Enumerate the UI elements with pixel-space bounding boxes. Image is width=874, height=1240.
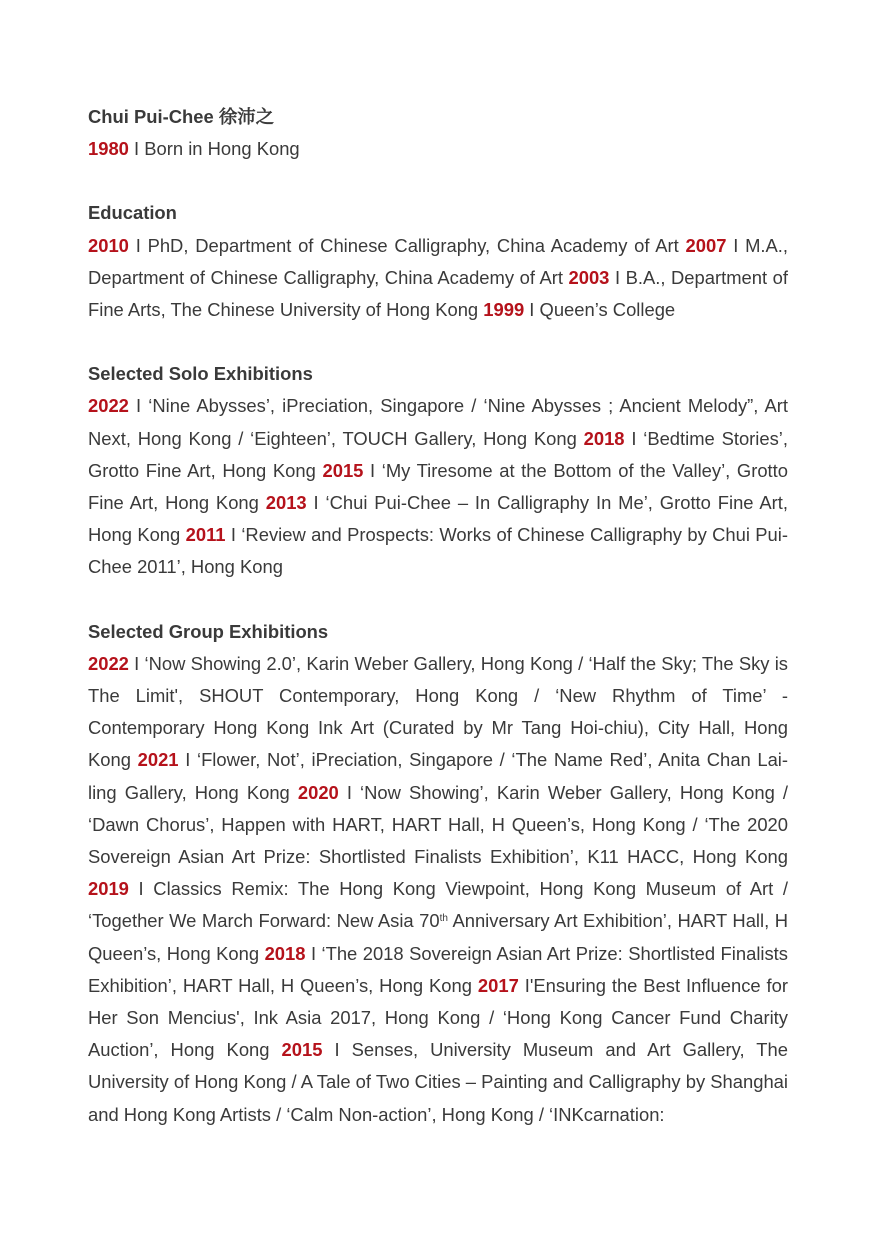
group-text: I Classics Remix: The Hong Kong Viewpoint, Hong Kong Museum of Art / ‘Together We March Forward: New Asia 70 (88, 878, 788, 932)
group-text: I Senses, University Museum and Art Gallery, The University of Hong Kong / A Tale of Two Cities – Painting and Calligraphy by Shanghai and Hong Kong Artists / ‘Calm Non-action’, Hong Kong / ‘INKcarnation: (88, 1039, 788, 1125)
birth-text: I Born in Hong Kong (128, 138, 300, 160)
section-gap (88, 584, 788, 616)
group-text: I ‘The 2018 Sovereign Asian Art Prize: Shortlisted Finalists Exhibition’, HART Hall, H Queen’s, Hong Kong (88, 942, 788, 996)
education-heading: Education (88, 202, 177, 224)
group-text: I ‘Now Showing’, Karin Weber Gallery, Hong Kong / ‘Dawn Chorus’, Happen with HART, HART Hall, H Queen’s, Hong Kong / ‘The 2020 Sovereign Asian Art Prize: Shortlisted Finalists Exhibition’, K11 HACC, Hong Kong (88, 781, 788, 868)
group-year: 2017 (477, 974, 519, 996)
group-text: I ‘Flower, Not’, iPreciation, Singapore / ‘The Name Red’, Anita Chan Lai-ling Gallery, Hong Kong (88, 749, 789, 803)
education-year: 1999 (483, 299, 525, 321)
solo-year: 2011 (185, 524, 226, 546)
solo-exhibitions-paragraph (88, 390, 788, 583)
solo-exhibitions-heading: Selected Solo Exhibitions (88, 363, 313, 385)
group-year: 2018 (264, 942, 306, 964)
solo-year: 2022 (88, 395, 129, 417)
solo-year: 2015 (322, 459, 364, 481)
education-paragraph (88, 230, 788, 327)
cv-content (88, 101, 788, 1131)
birth-year: 1980 (88, 138, 129, 160)
artist-chinese-name: 徐沛之 (218, 106, 274, 127)
group-year: 2022 (88, 652, 129, 674)
group-year: 2021 (137, 749, 179, 771)
education-year: 2007 (685, 234, 727, 256)
solo-text: I ‘Chui Pui-Chee – In Calligraphy In Me’, Grotto Fine Art, Hong Kong (88, 492, 788, 546)
group-text: Anniversary Art Exhibition’, HART Hall, H Queen’s, Hong Kong (88, 910, 788, 964)
artist-name-line (88, 101, 788, 133)
education-year: 2003 (568, 266, 610, 288)
artist-name: Chui Pui-Chee (88, 106, 214, 127)
education-text: I B.A., Department of Fine Arts, The Chinese University of Hong Kong (88, 266, 788, 321)
education-year: 2010 (88, 234, 129, 256)
solo-text: I ‘Nine Abysses’, iPreciation, Singapore / ‘Nine Abysses ; Ancient Melody”, Art Next, Hong Kong / ‘Eighteen’, TOUCH Gallery, Hong Kong (88, 395, 788, 449)
solo-year: 2018 (583, 427, 625, 449)
education-text: I Queen’s College (524, 299, 676, 321)
solo-text: I ‘Bedtime Stories’, Grotto Fine Art, Hong Kong (88, 427, 789, 481)
birth-line (88, 133, 788, 165)
group-exhibitions-paragraph (88, 648, 788, 1131)
education-text: I M.A., Department of Chinese Calligraphy, China Academy of Art (88, 234, 788, 288)
section-gap (88, 326, 788, 358)
solo-text: I ‘Review and Prospects: Works of Chinese Calligraphy by Chui Pui-Chee 2011’, Hong Kong (88, 524, 788, 578)
education-text: I PhD, Department of Chinese Calligraphy, China Academy of Art (128, 234, 686, 256)
group-year: 2019 (88, 878, 129, 900)
group-year: 2020 (297, 781, 339, 803)
group-text: I ‘Now Showing 2.0’, Karin Weber Gallery, Hong Kong / ‘Half the Sky; The Sky is The Limit', SHOUT Contemporary, Hong Kong / ‘New Rhythm of Time’ - Contemporary Hong Kong Ink Art (Curated by Mr Tang Hoi-chiu), City Hall, Hong Kong (88, 652, 788, 771)
ordinal-suffix: th (439, 913, 448, 925)
group-text: I'Ensuring the Best Influence for Her Son Mencius', Ink Asia 2017, Hong Kong / ‘Hong Kong Cancer Fund Charity Auction’, Hong Kong (88, 974, 788, 1061)
solo-year: 2013 (265, 492, 307, 514)
section-gap (88, 165, 788, 197)
group-exhibitions-heading: Selected Group Exhibitions (88, 620, 329, 642)
solo-text: I ‘My Tiresome at the Bottom of the Valley’, Grotto Fine Art, Hong Kong (88, 459, 789, 514)
group-year: 2015 (281, 1039, 323, 1061)
